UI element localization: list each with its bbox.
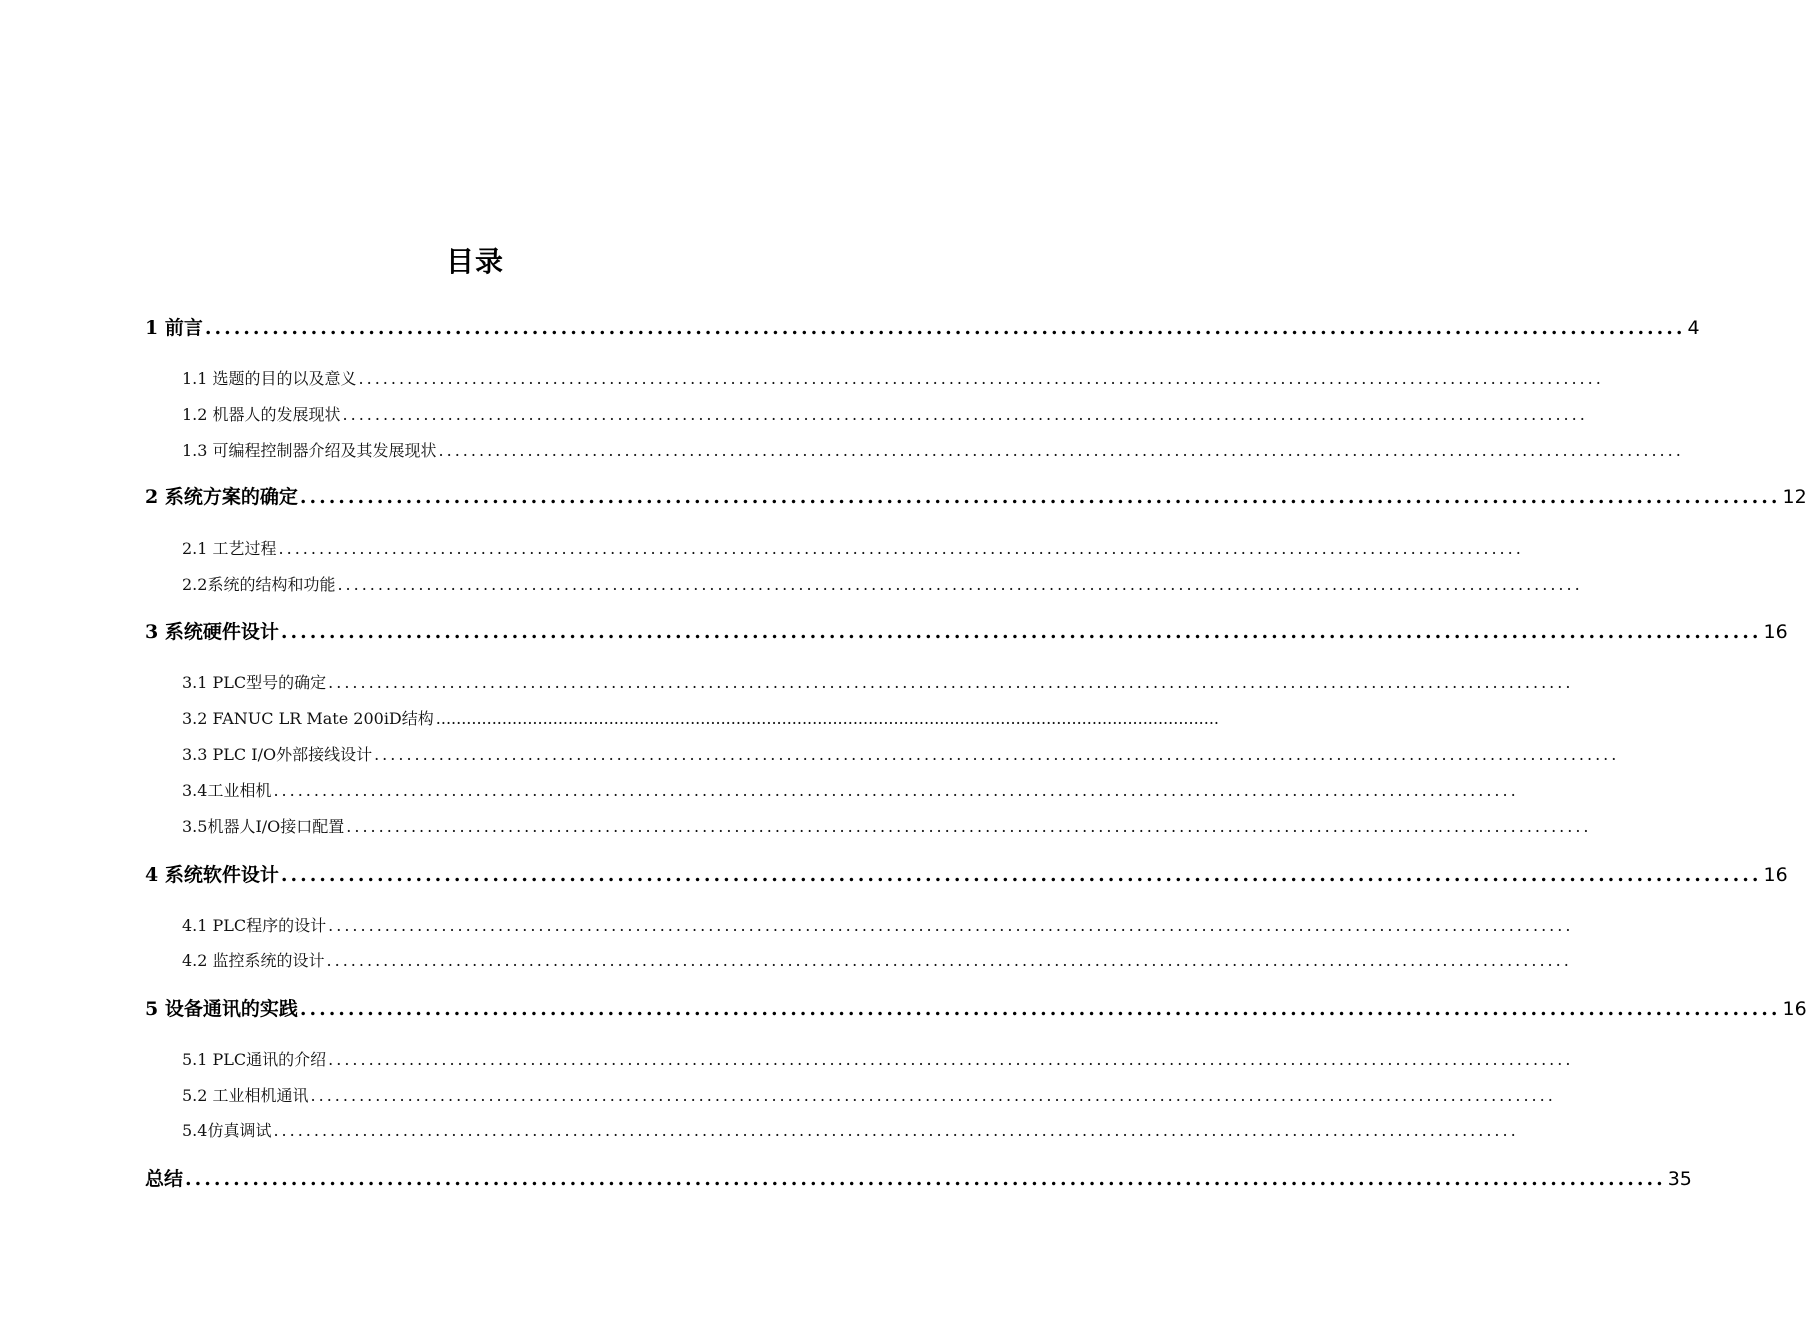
- toc-entry-section-1-3[interactable]: [182, 438, 1684, 461]
- toc-entry-label: 1.3 可编程控制器介绍及其发展现状: [182, 441, 437, 460]
- toc-entry-page: 16: [1763, 621, 1788, 643]
- toc-entry-page: 12: [1782, 486, 1807, 508]
- toc-entry-label: 3 系统硬件设计: [145, 621, 279, 643]
- toc-entry-label: 5 设备通讯的实践: [145, 998, 298, 1020]
- toc-entry-section-3-3[interactable]: [182, 742, 1620, 765]
- dot-leader: ..........................................................................................................................................................: [346, 817, 1592, 836]
- toc-entry-label: 1 前言: [145, 317, 203, 339]
- toc-entry-chapter-5[interactable]: [145, 994, 1807, 1021]
- toc-entry-label: 3.1 PLC型号的确定: [182, 673, 327, 692]
- dot-leader: ..........................................................................................................................................................: [326, 951, 1572, 970]
- toc-entry-label: 2.2系统的结构和功能: [182, 575, 336, 594]
- dot-leader: ..........................................................................................................................................................: [328, 1050, 1574, 1069]
- toc-entry-page: 16: [1782, 998, 1807, 1020]
- toc-title: 目录: [445, 245, 504, 278]
- toc-entry-label: 5.1 PLC通讯的介绍: [182, 1050, 327, 1069]
- toc-entry-label: 4.2 监控系统的设计: [182, 951, 325, 970]
- toc-entry-label: 3.2 FANUC LR Mate 200iD结构: [182, 709, 434, 728]
- dot-leader: ..........................................................................................................................................................: [438, 441, 1684, 460]
- toc-entry-section-5-4[interactable]: [182, 1118, 1519, 1141]
- toc-entry-label: 1.1 选题的目的以及意义: [182, 369, 357, 388]
- toc-entry-section-4-2[interactable]: [182, 948, 1572, 971]
- toc-entry-label: 3.3 PLC I/O外部接线设计: [182, 745, 373, 764]
- dot-leader: ..........................................................................................................................................................: [342, 405, 1588, 424]
- dot-leader: ..........................................................................................................................................................: [278, 539, 1524, 558]
- dot-leader: ..........................................................................................................................................................: [358, 369, 1604, 388]
- toc-entry-section-2-1[interactable]: [182, 536, 1524, 559]
- dot-leader: ..........................................................................................................................................................: [299, 486, 1781, 508]
- toc-entry-label: 3.4工业相机: [182, 781, 272, 800]
- toc-entry-section-5-1[interactable]: [182, 1047, 1574, 1070]
- toc-entry-section-1-2[interactable]: [182, 402, 1588, 425]
- toc-entry-label: 5.2 工业相机通讯: [182, 1086, 309, 1105]
- dot-leader: ..........................................................................................................................................................: [328, 916, 1574, 935]
- toc-entry-page: 16: [1763, 864, 1788, 886]
- dot-leader: ..........................................................................................................................................................: [280, 864, 1762, 886]
- dot-leader: ..........................................................................................................................................................: [204, 317, 1686, 339]
- toc-entry-label: 2.1 工艺过程: [182, 539, 277, 558]
- toc-entry-label: 4 系统软件设计: [145, 864, 279, 886]
- toc-entry-section-4-1[interactable]: [182, 913, 1574, 936]
- dot-leader: ..........................................................................................................................................................: [273, 1121, 1519, 1140]
- dot-leader: ..........................................................................................................................................................: [374, 745, 1620, 764]
- toc-entry-page: 35: [1667, 1168, 1692, 1190]
- toc-entry-section-3-5[interactable]: [182, 814, 1592, 837]
- toc-entry-section-3-1[interactable]: [182, 670, 1574, 693]
- dot-leader: ..........................................................................................................................................................: [273, 781, 1519, 800]
- toc-entry-label: 总结: [145, 1168, 184, 1190]
- toc-entry-page: 4: [1687, 317, 1700, 339]
- dot-leader: ..........................................................................................................................................................: [185, 1168, 1666, 1190]
- toc-entry-chapter-3[interactable]: [145, 617, 1788, 644]
- toc-entry-chapter-1[interactable]: [145, 313, 1700, 340]
- toc-entry-section-2-2[interactable]: [182, 572, 1583, 595]
- toc-entry-section-3-4[interactable]: [182, 778, 1519, 801]
- toc-entry-summary[interactable]: [145, 1164, 1692, 1191]
- dot-leader: ..........................................................................................................................................................: [328, 673, 1574, 692]
- dot-leader: ..........................................................................................................................................................: [310, 1086, 1556, 1105]
- dot-leader: ..........................................................................................................................................................: [280, 621, 1762, 643]
- dot-leader: ..........................................................................................................................................................: [337, 575, 1583, 594]
- toc-entry-section-1-1[interactable]: [182, 366, 1604, 389]
- dot-leader: ..........................................................................................................................................................: [435, 709, 1219, 728]
- toc-entry-label: 4.1 PLC程序的设计: [182, 916, 327, 935]
- toc-entry-section-5-2[interactable]: [182, 1083, 1556, 1106]
- toc-entry-label: 3.5机器人I/O接口配置: [182, 817, 345, 836]
- toc-entry-label: 5.4仿真调试: [182, 1121, 272, 1140]
- toc-entry-chapter-2[interactable]: [145, 482, 1807, 509]
- toc-entry-section-3-2[interactable]: [182, 706, 1219, 729]
- toc-entry-label: 1.2 机器人的发展现状: [182, 405, 341, 424]
- dot-leader: ..........................................................................................................................................................: [299, 998, 1781, 1020]
- toc-entry-chapter-4[interactable]: [145, 860, 1788, 887]
- toc-entry-label: 2 系统方案的确定: [145, 486, 298, 508]
